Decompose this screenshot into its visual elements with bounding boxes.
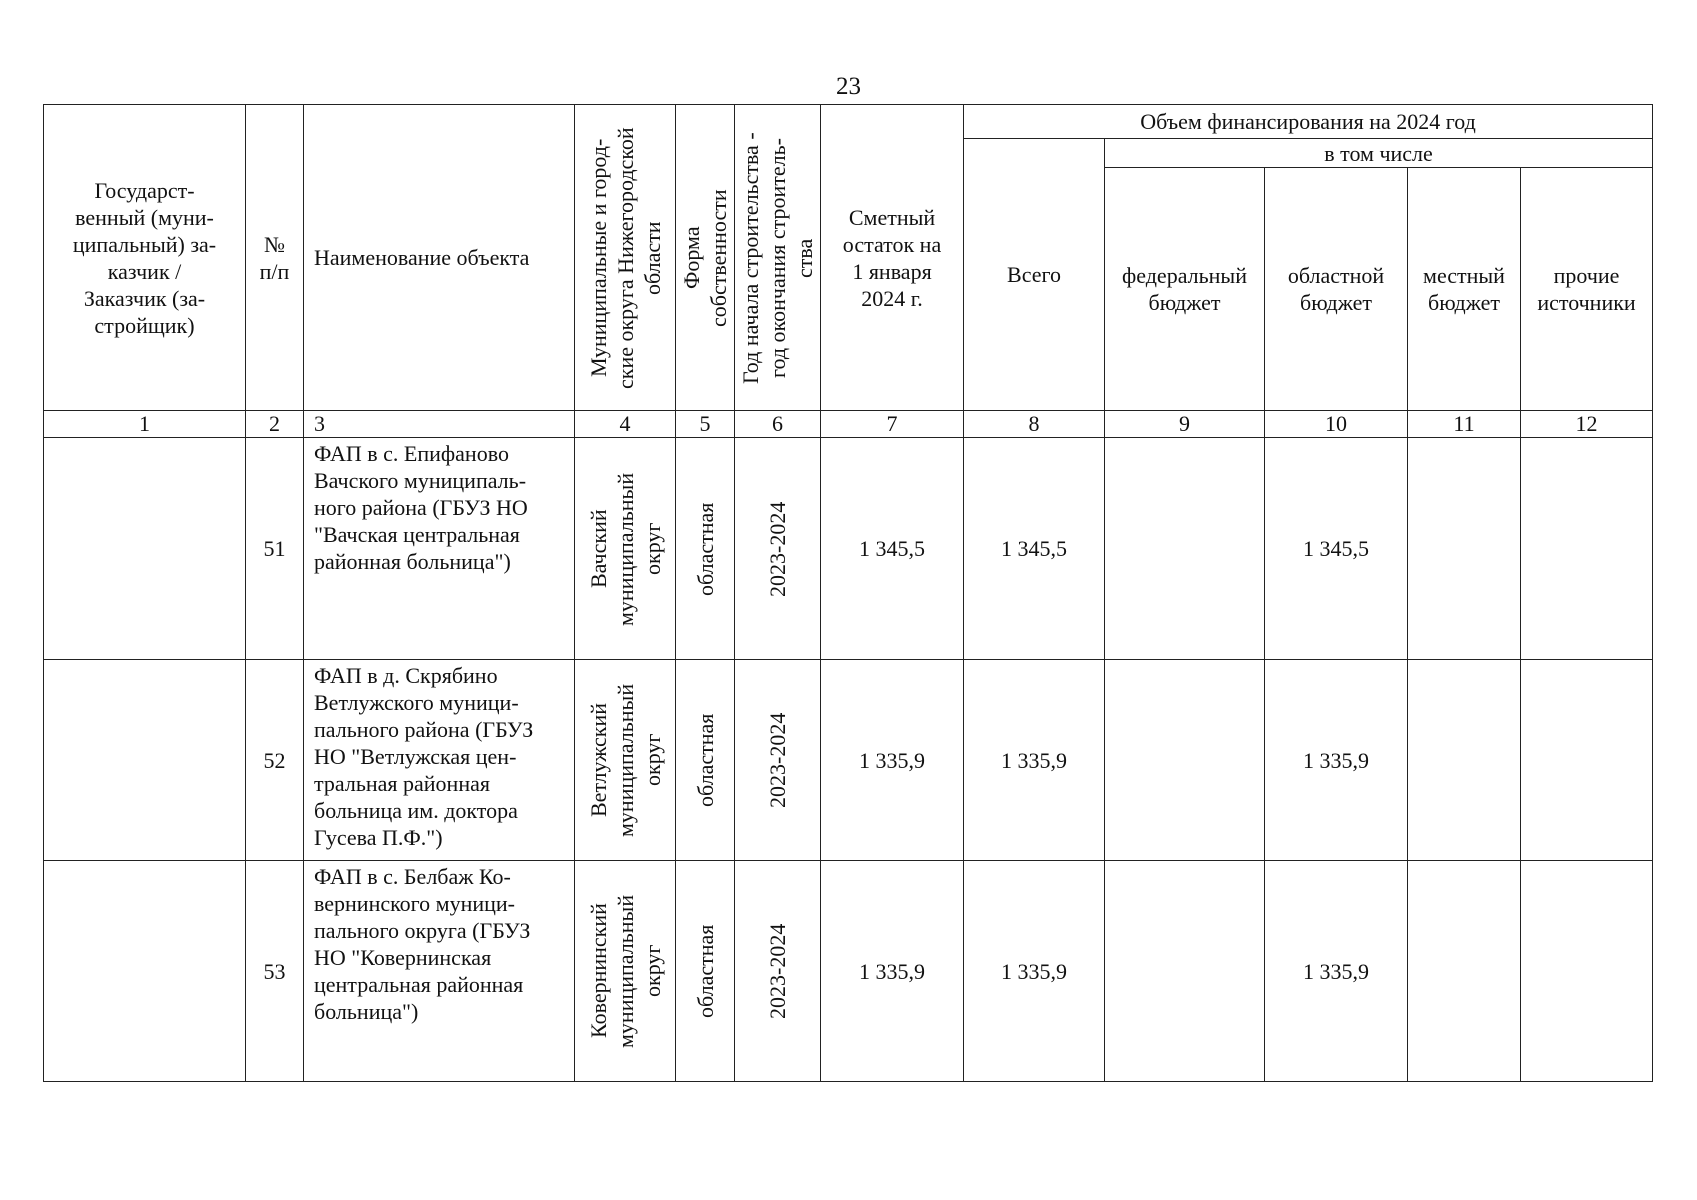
- header-number-text: № п/п: [259, 231, 290, 284]
- cell-estimate: 1 335,9: [821, 660, 964, 861]
- cell-local: [1408, 660, 1521, 861]
- header-municipality: [575, 105, 676, 411]
- column-number: 4: [575, 411, 676, 438]
- header-federal: [1105, 168, 1265, 411]
- header-customer-text: Государст- венный (муни- ципальный) за- казчик / Заказчик (за- стройщик): [72, 177, 217, 338]
- cell-number: 51: [246, 438, 304, 660]
- cell-regional: 1 335,9: [1265, 861, 1408, 1082]
- cell-other: [1521, 660, 1653, 861]
- cell-estimate: 1 335,9: [821, 861, 964, 1082]
- cell-total: 1 335,9: [964, 660, 1105, 861]
- cell-customer: [44, 861, 246, 1082]
- cell-object-name: [304, 861, 575, 1082]
- cell-municipality: [575, 438, 676, 660]
- cell-ownership: [676, 861, 735, 1082]
- header-funding-title: [964, 105, 1653, 139]
- cell-object-name-text: ФАП в с. Епифаново Вачского муниципаль- ного района (ГБУЗ НО "Вачская центральная районная больница"): [314, 441, 528, 574]
- cell-object-name-text: ФАП в с. Белбаж Ко- вернинского муници- пального округа (ГБУЗ НО "Ковернинская центральная районная больница"): [314, 864, 531, 1024]
- cell-object-name: [304, 660, 575, 861]
- cell-total: 1 345,5: [964, 438, 1105, 660]
- column-number: 6: [735, 411, 821, 438]
- column-number: 5: [676, 411, 735, 438]
- cell-ownership-text: областная: [692, 713, 718, 807]
- header-federal-text: федеральный бюджет: [1122, 263, 1247, 315]
- header-object-name-text: Наименование объекта: [314, 245, 530, 270]
- header-ownership-text: Форма собственности: [679, 188, 731, 327]
- header-total: [964, 139, 1105, 411]
- cell-total: 1 335,9: [964, 861, 1105, 1082]
- header-local-text: местный бюджет: [1423, 263, 1505, 315]
- cell-federal: [1105, 438, 1265, 660]
- header-municipality-text: Муниципальные и город- ские округа Нижегородской области: [585, 126, 665, 389]
- cell-regional: 1 335,9: [1265, 660, 1408, 861]
- cell-years: [735, 861, 821, 1082]
- column-number: 1: [44, 411, 246, 438]
- cell-ownership: [676, 438, 735, 660]
- cell-municipality-text: Вачский муниципальный округ: [585, 471, 665, 626]
- cell-regional: 1 345,5: [1265, 438, 1408, 660]
- cell-years: [735, 660, 821, 861]
- cell-number: 53: [246, 861, 304, 1082]
- column-number: 8: [964, 411, 1105, 438]
- cell-ownership-text: областная: [692, 501, 718, 596]
- header-estimate-text: Сметный остаток на 1 января 2024 г.: [842, 204, 942, 311]
- cell-customer: [44, 660, 246, 861]
- header-other: [1521, 168, 1653, 411]
- cell-years-text: 2023-2024: [765, 712, 790, 808]
- column-numbers-row: [44, 411, 1653, 438]
- header-local: [1408, 168, 1521, 411]
- cell-years-text: 2023-2024: [765, 923, 790, 1019]
- header-customer: [44, 105, 246, 411]
- page-number: 23: [836, 73, 861, 100]
- cell-municipality-text: Ветлужский муниципальный округ: [585, 683, 665, 837]
- header-number: [246, 105, 304, 411]
- cell-municipality-text: Ковернинский муниципальный округ: [585, 894, 665, 1048]
- column-number: 2: [246, 411, 304, 438]
- header-funding-title-text: Объем финансирования на 2024 год: [1140, 109, 1476, 134]
- cell-municipality: [575, 861, 676, 1082]
- cell-years-text: 2023-2024: [765, 500, 790, 597]
- table-row: [44, 861, 1653, 1082]
- cell-customer: [44, 438, 246, 660]
- header-object-name: [304, 105, 575, 411]
- header-other-text: прочие источники: [1537, 263, 1636, 315]
- header-ownership: [676, 105, 735, 411]
- header-years: [735, 105, 821, 411]
- cell-ownership: [676, 660, 735, 861]
- cell-estimate: 1 345,5: [821, 438, 964, 660]
- header-total-text: Всего: [1007, 262, 1061, 287]
- column-number: 9: [1105, 411, 1265, 438]
- cell-federal: [1105, 660, 1265, 861]
- cell-object-name-text: ФАП в д. Скрябино Ветлужского муници- пального района (ГБУЗ НО "Ветлужская цен- тральная районная больница им. доктора Гусева П.Ф."): [314, 663, 534, 850]
- cell-number: 52: [246, 660, 304, 861]
- table-row: [44, 660, 1653, 861]
- cell-ownership-text: областная: [692, 924, 718, 1018]
- cell-municipality: [575, 660, 676, 861]
- cell-years: [735, 438, 821, 660]
- cell-other: [1521, 861, 1653, 1082]
- column-number: 7: [821, 411, 964, 438]
- column-number: 10: [1265, 411, 1408, 438]
- header-estimate: [821, 105, 964, 411]
- cell-federal: [1105, 861, 1265, 1082]
- header-including: [1105, 139, 1653, 168]
- cell-local: [1408, 438, 1521, 660]
- table-row: [44, 438, 1653, 660]
- column-number: 3: [304, 411, 575, 438]
- header-including-text: в том числе: [1324, 140, 1433, 166]
- column-number: 11: [1408, 411, 1521, 438]
- header-regional: [1265, 168, 1408, 411]
- financing-table: [43, 104, 1653, 1082]
- header-regional-text: областной бюджет: [1287, 263, 1385, 315]
- header-years-text: Год начала строительства - год окончания строитель- ства: [738, 131, 817, 384]
- cell-object-name: [304, 438, 575, 660]
- cell-other: [1521, 438, 1653, 660]
- column-number: 12: [1521, 411, 1653, 438]
- cell-local: [1408, 861, 1521, 1082]
